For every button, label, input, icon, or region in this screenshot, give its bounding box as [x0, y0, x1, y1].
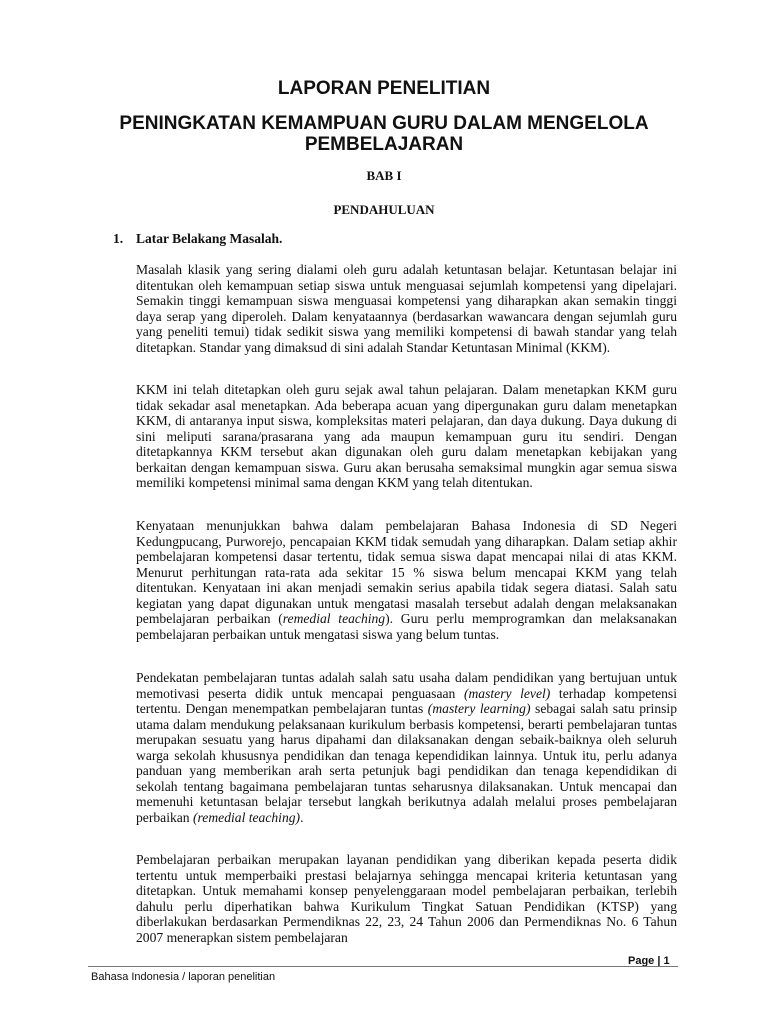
paragraph-4-text: .	[300, 809, 304, 825]
report-title: LAPORAN PENELITIAN	[277, 78, 491, 99]
paragraph-4-text: terhadap kompetensi tertentu. Dengan menempatkan pembelajaran tuntas	[136, 685, 677, 716]
section-heading	[113, 231, 282, 247]
chapter-number: BAB I	[366, 168, 402, 183]
paragraph-2: KKM ini telah ditetapkan oleh guru sejak awal tahun pelajaran. Dalam menetapkan KKM guru tidak sekadar asal menetapkan. Ada beberapa acuan yang dipergunakan guru dalam menetapkan KKM, di antaranya input siswa, kompleksitas materi pelajaran, dan daya dukung. Daya dukung di sini meliputi sarana/prasarana yang ada maupun kemampuan guru itu sendiri. Dengan ditetapkannya KKM tersebut akan digunakan oleh guru dalam menetapkan kebijakan yang berkaitan dengan kemampuan siswa. Guru akan berusaha semaksimal mungkin agar semua siswa memiliki kompetensi minimal sama dengan KKM yang telah ditentukan.	[136, 382, 677, 490]
italic-term: (remedial teaching)	[193, 809, 301, 825]
paragraph-3-text: ). Guru perlu memprogramkan dan melaksanakan pembelajaran perbaikan untuk mengatasi siswa yang belum tuntas.	[136, 611, 677, 642]
section-number: 1.	[113, 231, 124, 246]
section-title: Latar Belakang Masalah.	[136, 231, 283, 246]
page-number: Page | 1	[628, 955, 670, 967]
paragraph-3-text: Kenyataan menunjukkan bahwa dalam pembelajaran Bahasa Indonesia di SD Negeri Kedungpucang, Purworejo, pencapaian KKM tidak semudah yang diharapkan. Dalam setiap akhir pembelajaran kompetensi dasar tertentu, tidak semua siswa dapat mencapai nilai di atas KKM. Menurut perhitungan rata-rata ada sekitar 15 % siswa belum mencapai KKM yang telah ditentukan. Kenyataan ini akan menjadi semakin serius apabila tidak segera diatasi. Salah satu kegiatan yang dapat digunakan untuk mengatasi masalah tersebut adalah dengan melaksanakan pembelajaran perbaikan (	[136, 518, 677, 626]
paragraph-4-text: sebagai salah satu prinsip utama dalam mendukung pelaksanaan kurikulum berbasis kompetensi, berarti pembelajaran tuntas merupakan sesuatu yang harus dipahami dan dilaksanakan dengan sebaik-baiknya oleh seluruh warga sekolah khususnya pendidikan dan tenaga kependidikan lainnya. Untuk itu, perlu adanya panduan yang memberikan arah serta petunjuk bagi pendidikan dan tenaga kependidikan di sekolah tentang bagaimana pembelajaran tuntas seharusnya dilaksanakan. Untuk mencapai dan memenuhi ketuntasan belajar tersebut langkah berikutnya adalah melalui proses pembelajaran perbaikan	[136, 701, 677, 825]
paragraph-4-text: Pendekatan pembelajaran tuntas adalah salah satu usaha dalam pendidikan yang bertujuan untuk memotivasi peserta didik untuk mencapai penguasaan	[136, 670, 677, 701]
italic-term: (mastery learning)	[427, 701, 531, 716]
footer-divider	[88, 966, 678, 967]
paragraph-1: Masalah klasik yang sering dialami oleh guru adalah ketuntasan belajar. Ketuntasan belajar ini ditentukan oleh kemampuan setiap siswa untuk menguasai sejumlah kompetensi yang dipelajari. Semakin tinggi kemampuan siswa menguasai kompetensi yang diharapkan akan semakin tinggi daya serap yang diperoleh. Dalam kenyataannya (berdasarkan wawancara dengan sejumlah guru yang peneliti temui) tidak sedikit siswa yang memiliki kompetensi di bawah standar yang telah ditetapkan. Standar yang dimaksud di sini adalah Standar Ketuntasan Minimal (KKM).	[136, 262, 677, 355]
italic-term: (mastery level)	[463, 685, 551, 701]
paragraph-5: Pembelajaran perbaikan merupakan layanan pendidikan yang diberikan kepada peserta didik tertentu untuk memperbaiki prestasi belajarnya sehingga mencapai kriteria ketuntasan yang ditetapkan. Untuk memahami konsep penyelenggaraan model pembelajaran perbaikan, terlebih dahulu perlu diperhatikan bahwa Kurikulum Tingkat Satuan Pendidikan (KTSP) yang diberlakukan berdasarkan Permendiknas 22, 23, 24 Tahun 2006 dan Permendiknas No. 6 Tahun 2007 menerapkan sistem pembelajaran	[136, 852, 677, 945]
chapter-title: PENDAHULUAN	[333, 202, 435, 217]
paragraph-4	[136, 670, 677, 825]
footer-text: Bahasa Indonesia / laporan penelitian	[91, 971, 276, 983]
italic-term: remedial teaching	[282, 611, 386, 626]
paragraph-3	[136, 518, 677, 642]
report-subtitle: PENINGKATAN KEMAMPUAN GURU DALAM MENGELOLA PEMBELAJARAN	[119, 113, 649, 155]
